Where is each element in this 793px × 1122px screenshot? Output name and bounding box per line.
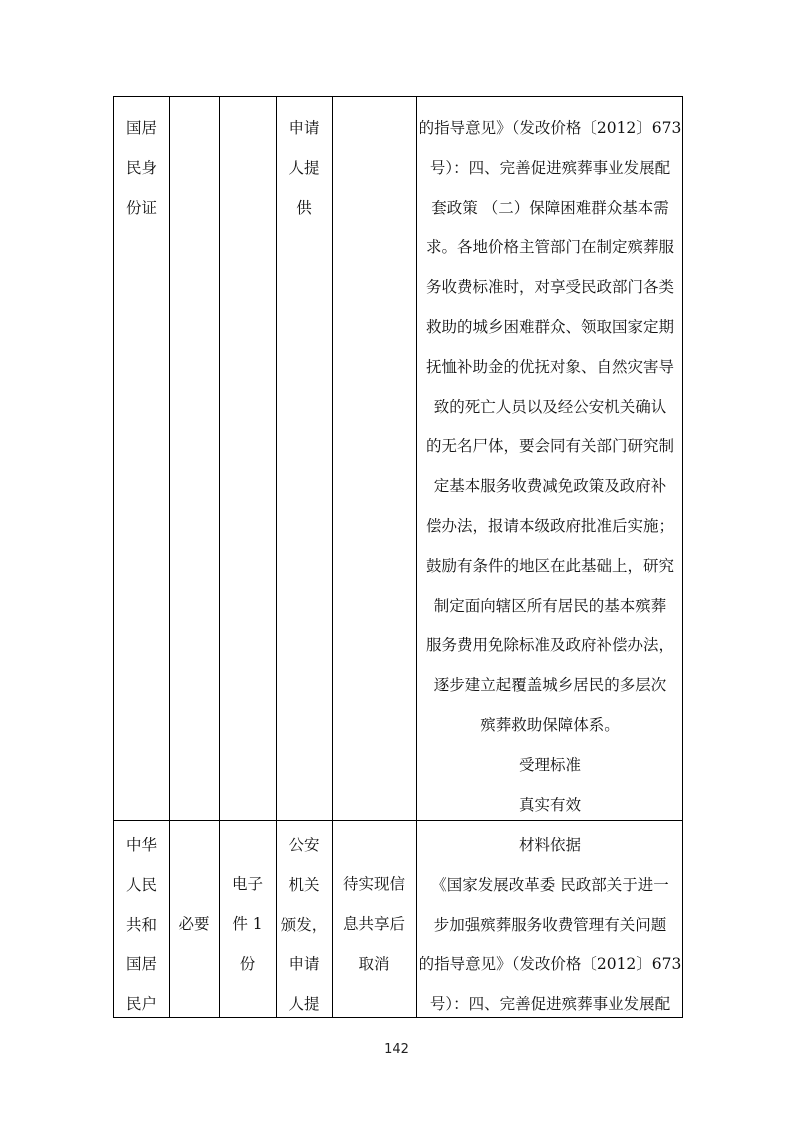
column-divider (169, 97, 170, 1017)
row2-quantity: 电子 件 1 份 (231, 875, 263, 973)
page-number: 142 (384, 1042, 409, 1057)
row2-material-name: 中华 人民 共和 国居 民户 (125, 836, 157, 1014)
row2-required: 必要 (178, 915, 210, 933)
row2-description: 材料依据 《国家发展改革委 民政部关于进一 步加强殡葬服务收费管理有关问题 的指导意见》（发改价格〔2012〕673 号）：四、完善促进殡葬事业发展配 (418, 836, 682, 1014)
row2-note: 待实现信 息共享后 取消 (342, 875, 405, 973)
row1-material-name: 国居 民身 份证 (125, 119, 157, 217)
row2-provider: 公安 机关 颁发， 申请 人提 (280, 836, 328, 1014)
row1-provider: 申请 人提 供 (288, 119, 320, 217)
material-table (113, 96, 683, 1018)
row1-description: 的指导意见》（发改价格〔2012〕673 号）：四、完善促进殡葬事业发展配 套政策 （二）保障困难群众基本需 求。各地价格主管部门在制定殡葬服 务收费标准时，对享受民政部门各类 救助的城乡困难群众、领取国家定期 抚恤补助金的优抚对象、自然灾害导 致的死亡人员以及经公安机关确认 的无名尸体，要会同有关部门研究制 定基本服务收费减免政策及政府补 偿办法，报请本级政府批准后实施； 鼓励有条件的地区在此基础上，研究 制定面向辖区所有居民的基本殡葬 服务费用免除标准及政府补偿办法， 逐步建立起覆盖城乡居民的多层次 殡葬救助保障体系。 受理标准 真实有效 (418, 119, 682, 814)
